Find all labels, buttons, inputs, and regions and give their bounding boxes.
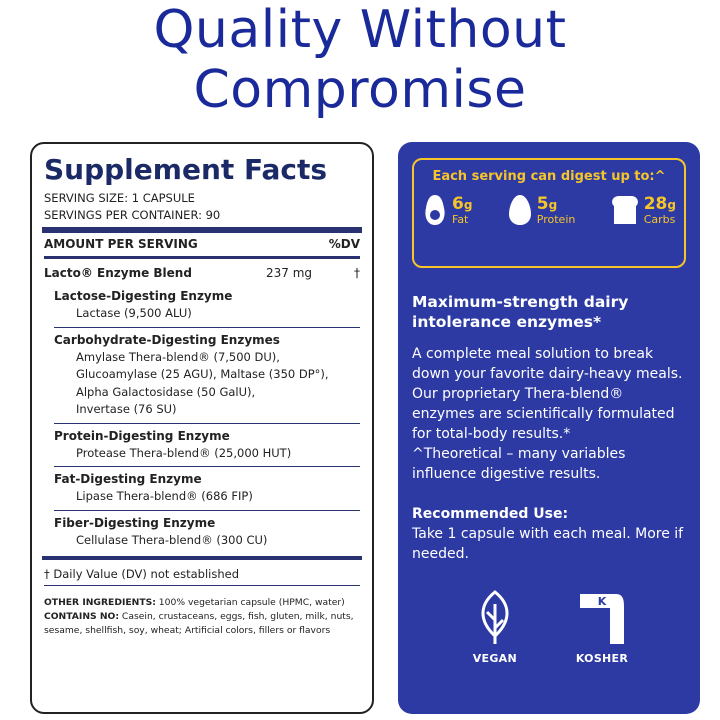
nutrient-label: Carbs — [643, 212, 676, 226]
vegan-label: VEGAN — [472, 652, 517, 665]
servings-per-container: SERVINGS PER CONTAINER: 90 — [44, 208, 221, 222]
nutrient-carbs — [610, 194, 676, 226]
dv-header: %DV — [328, 237, 360, 251]
enzyme-group-name: Carbohydrate-Digesting Enzymes — [54, 332, 280, 347]
nutrient-amount: 6 — [452, 193, 464, 214]
amount-header: AMOUNT PER SERVING — [44, 237, 198, 251]
digest-title: Each serving can digest up to:^ — [432, 169, 666, 184]
kosher-symbol: K — [597, 595, 607, 608]
enzyme-group-name: Fat-Digesting Enzyme — [54, 472, 202, 486]
blend-amount: 237 mg — [266, 266, 313, 280]
enzyme-group — [54, 327, 360, 423]
enzyme-item: Glucoamylase (25 AGU), Maltase (350 DP°), — [76, 367, 329, 381]
enzyme-group — [54, 510, 360, 554]
serving-size: SERVING SIZE: 1 CAPSULE — [44, 191, 195, 205]
kosher-icon — [576, 590, 628, 646]
enzyme-group — [54, 284, 360, 327]
other-ingredients-text: 100% vegetarian capsule (HPMC, water) — [155, 597, 345, 608]
supplement-facts-panel — [30, 142, 374, 714]
digest-box — [412, 158, 686, 268]
headline — [0, 0, 720, 120]
facts-divider — [44, 585, 360, 586]
other-ingredients-label: OTHER INGREDIENTS: — [44, 597, 156, 608]
facts-divider — [44, 256, 360, 259]
enzyme-group-name: Lactose-Digesting Enzyme — [54, 289, 233, 303]
kosher-badge — [576, 590, 628, 665]
nutrient-protein — [507, 194, 576, 226]
enzyme-group-name: Fiber-Digesting Enzyme — [54, 515, 216, 530]
enzyme-group-name: Protein-Digesting Enzyme — [54, 428, 230, 443]
panel-note: ^Theoretical – many variables influence digestive results. — [412, 446, 626, 482]
panel-heading: Maximum-strength dairy intolerance enzymes* — [412, 293, 629, 331]
amount-header-row — [44, 235, 360, 253]
badges — [412, 590, 686, 665]
nutrient-label: Fat — [452, 212, 469, 226]
blend-row — [44, 262, 360, 284]
kosher-label: KOSHER — [575, 652, 629, 665]
enzyme-groups — [44, 284, 360, 553]
nutrient-unit: g — [463, 197, 473, 212]
avocado-icon — [422, 194, 448, 226]
facts-divider-bottom — [42, 556, 362, 560]
nutrient-amount: 5 — [536, 193, 549, 214]
info-panel — [398, 142, 700, 714]
recommended-use-title: Recommended Use: — [412, 506, 569, 522]
panel-body: A complete meal solution to break down your favorite dairy-heavy meals. Our proprietary Thera-blend® enzymes are scientifically formulated for total-body results.* — [412, 346, 683, 442]
enzyme-item: Lipase Thera-blend® (686 FIP) — [76, 489, 253, 503]
headline-line-2: Compromise — [193, 60, 527, 120]
facts-divider-thick — [42, 227, 362, 233]
bread-icon — [610, 194, 640, 226]
facts-title: Supplement Facts — [44, 153, 328, 186]
enzyme-item: Cellulase Thera-blend® (300 CU) — [76, 532, 268, 547]
other-ingredients — [44, 596, 360, 638]
nutrient-fat — [422, 194, 472, 226]
blend-dv: † — [354, 266, 360, 280]
blend-name: Lacto® Enzyme Blend — [44, 266, 192, 280]
nutrient-unit: g — [667, 197, 676, 212]
contains-no-label: CONTAINS NO: — [44, 611, 120, 622]
enzyme-group — [54, 466, 360, 510]
enzyme-item: Lactase (9,500 ALU) — [76, 306, 192, 320]
enzyme-item: Amylase Thera-blend® (7,500 DU), — [76, 349, 280, 364]
enzyme-item: Alpha Galactosidase (50 GalU), — [76, 384, 256, 399]
headline-line-1: Quality Without — [153, 0, 567, 60]
nutrient-unit: g — [548, 197, 558, 212]
dv-footnote: † Daily Value (DV) not established — [44, 567, 240, 581]
egg-icon — [507, 194, 533, 226]
nutrient-list — [420, 194, 678, 226]
nutrient-label: Protein — [536, 212, 576, 226]
enzyme-item: Protease Thera-blend® (25,000 HUT) — [76, 445, 292, 460]
leaf-icon — [470, 590, 520, 646]
enzyme-group — [54, 423, 360, 467]
enzyme-item: Invertase (76 SU) — [76, 402, 177, 416]
nutrient-amount: 28 — [643, 193, 668, 214]
recommended-use-body: Take 1 capsule with each meal. More if needed. — [412, 526, 684, 562]
contains-no-text: Casein, crustaceans, eggs, fish, gluten, milk, nuts, sesame, shellfish, soy, wheat; Artificial colors, fillers or flavors — [44, 611, 354, 636]
vegan-badge — [470, 590, 520, 665]
